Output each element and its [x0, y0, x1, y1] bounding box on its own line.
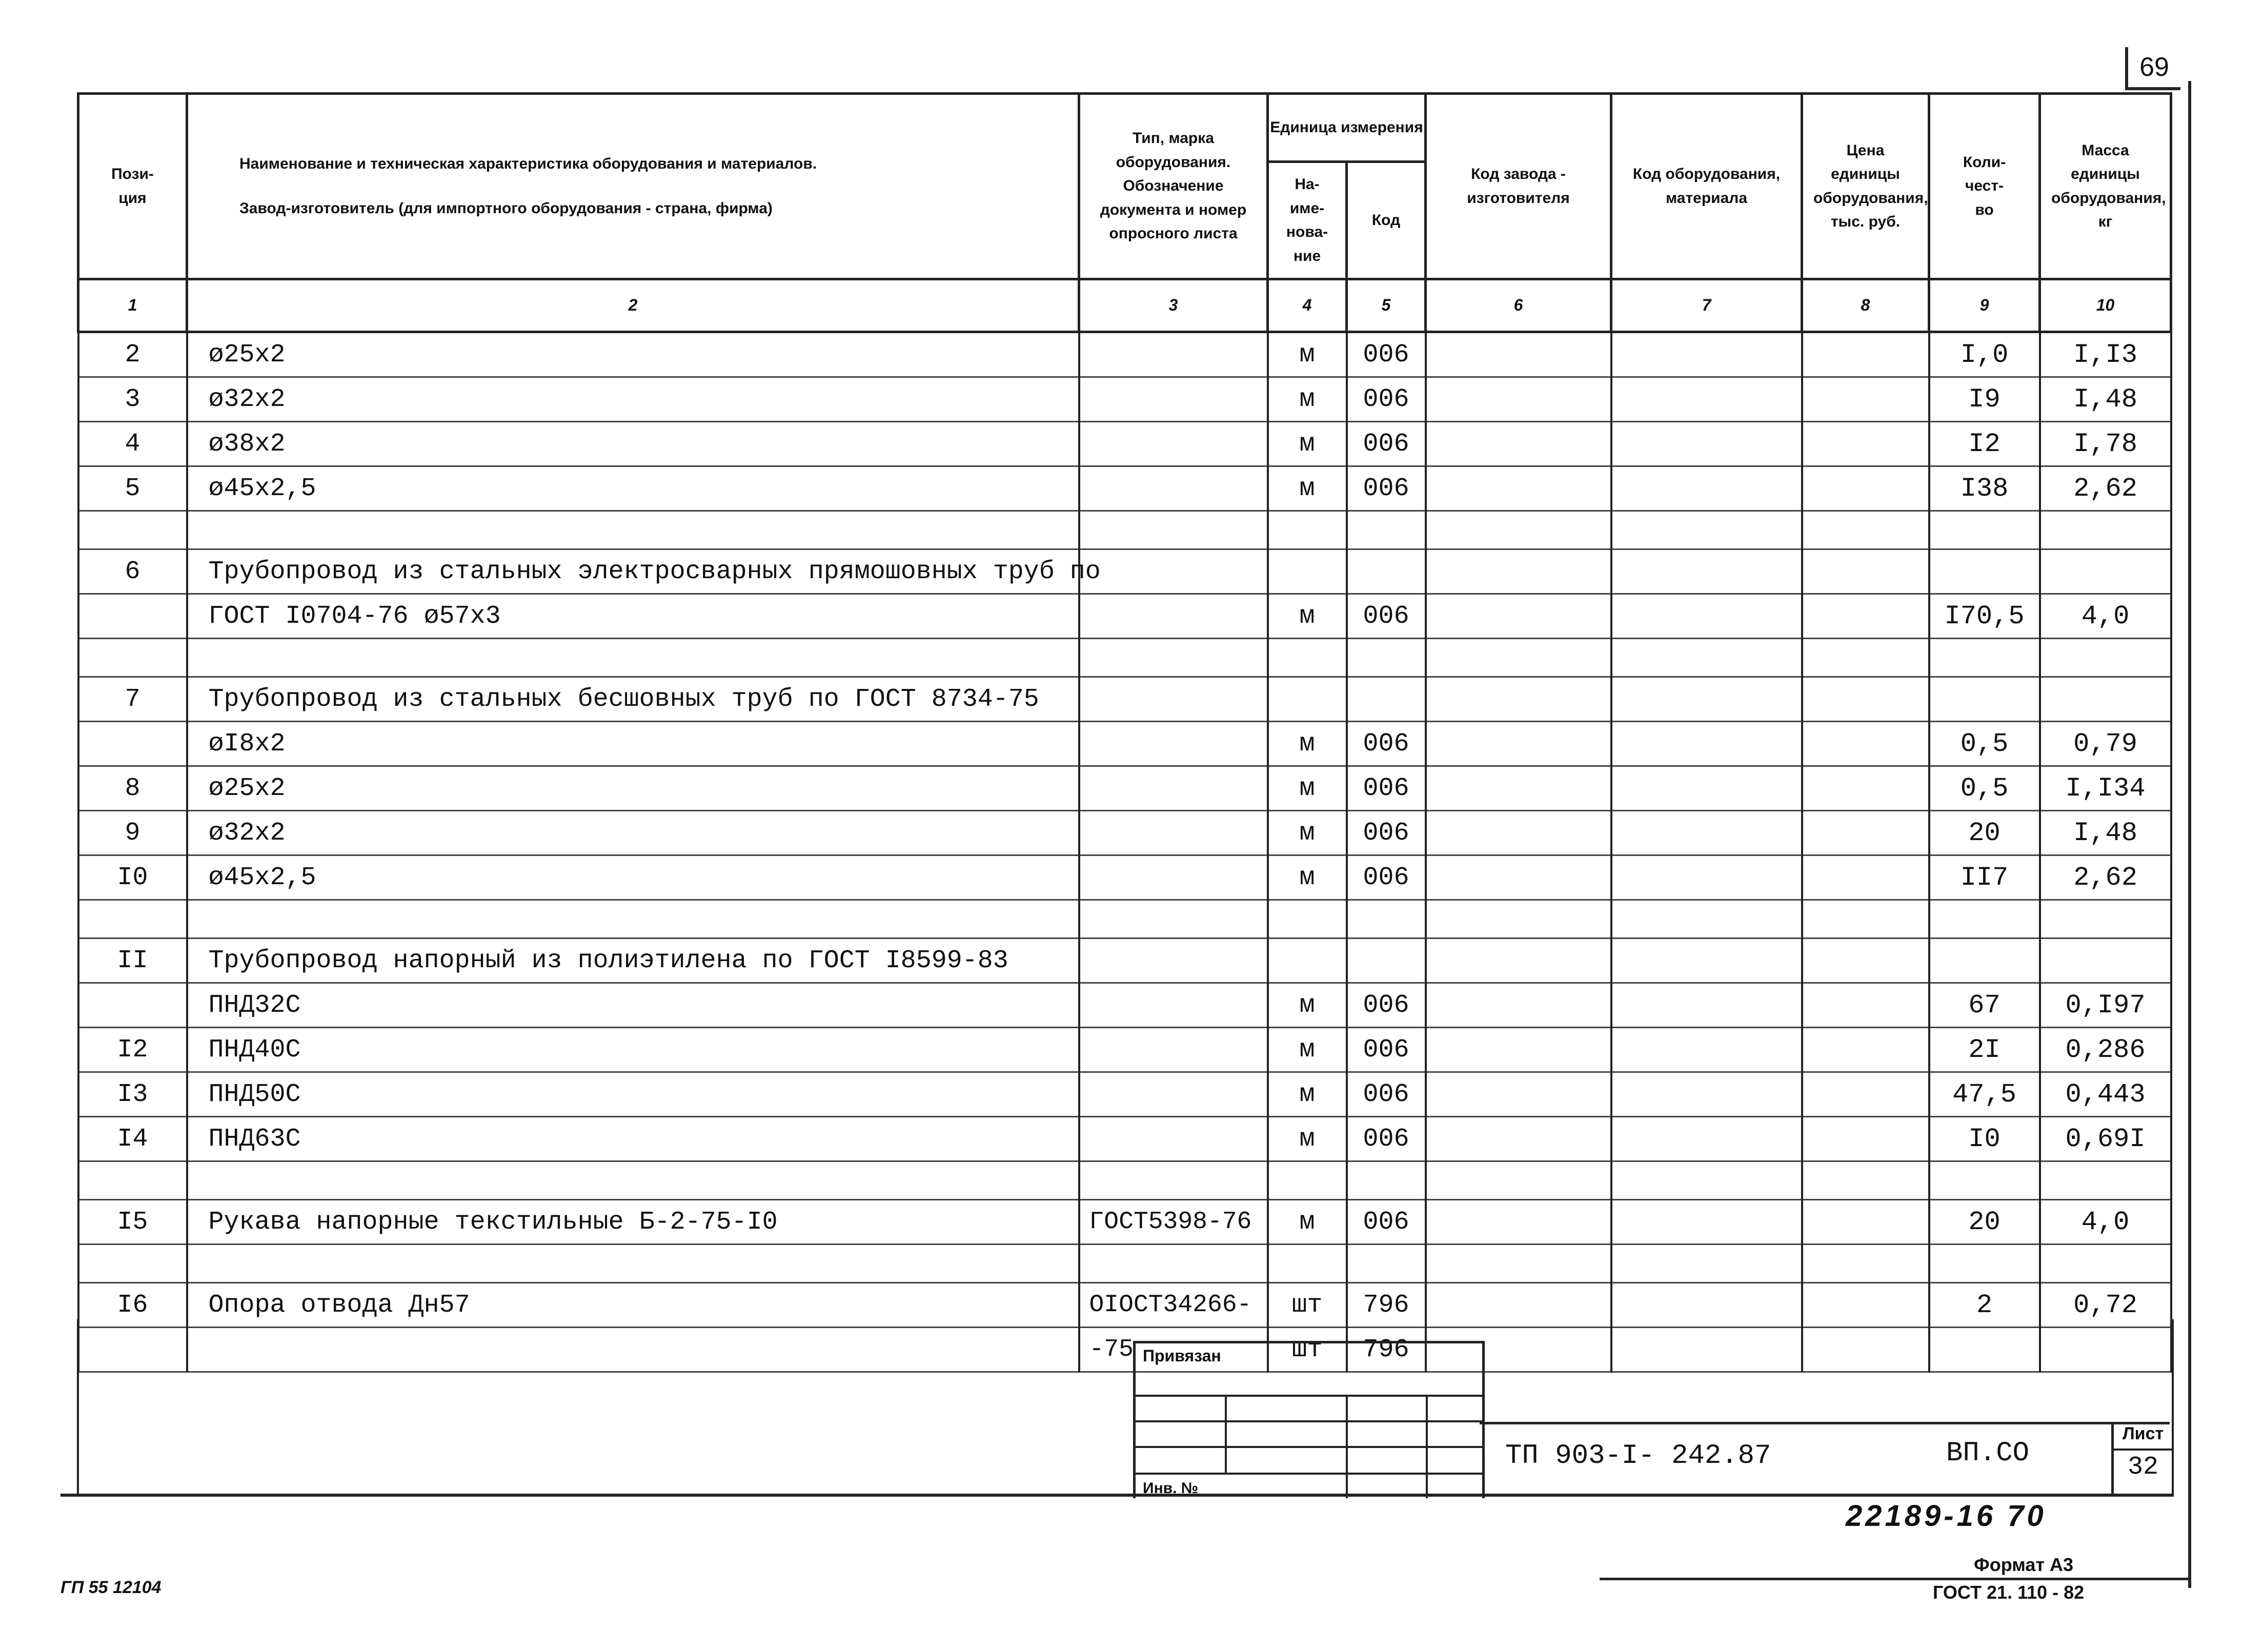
cell-unit — [1268, 939, 1347, 983]
cell-unit: м — [1268, 332, 1347, 377]
bottom-frame-line — [1600, 1578, 2191, 1580]
cell-empty — [1426, 466, 1611, 511]
cell-mass: 4,0 — [2040, 1200, 2171, 1245]
cell-doc: ОIОСТ34266- — [1079, 1283, 1268, 1328]
cell-empty — [1802, 766, 1929, 811]
cell-name: ГОСТ I0704-76 ø57x3 — [187, 594, 1079, 639]
header-type: Тип, марка оборудования. Обозначение документа и номер опросного листа — [1079, 94, 1268, 279]
cell-code: 006 — [1347, 855, 1426, 900]
cell-doc — [1079, 855, 1268, 900]
table-row — [78, 1245, 2171, 1283]
cell-empty — [1802, 639, 1929, 677]
header-equipment-code: Код оборудования, материала — [1611, 94, 1802, 279]
cell-unit: м — [1268, 811, 1347, 855]
cell-empty — [1802, 549, 1929, 594]
cell-pos: I3 — [78, 1072, 187, 1117]
cell-pos — [78, 722, 187, 766]
cell-pos: 3 — [78, 377, 187, 422]
cell-name: Трубопровод напорный из полиэтилена по ГОСТ I8599-83 — [187, 939, 1079, 983]
cell-qty: I38 — [1929, 466, 2040, 511]
cell-qty: 0,5 — [1929, 722, 2040, 766]
cell-name: ПНД50С — [187, 1072, 1079, 1117]
cell-unit: м — [1268, 1117, 1347, 1161]
cell-qty: 20 — [1929, 1200, 2040, 1245]
cell-mass: 0,79 — [2040, 722, 2171, 766]
cell-empty — [1611, 677, 1802, 722]
cell-empty — [1426, 377, 1611, 422]
title-block-top-line — [1480, 1422, 2170, 1424]
column-number-9: 9 — [1929, 279, 2040, 332]
cell-code: 006 — [1347, 983, 1426, 1028]
cell-code: 006 — [1347, 1117, 1426, 1161]
cell-empty — [1426, 722, 1611, 766]
table-row — [78, 1200, 2171, 1245]
header-quantity: Коли- чест- во — [1929, 94, 2040, 279]
cell-qty: 67 — [1929, 983, 2040, 1028]
cell-name: Трубопровод из стальных электросварных прямошовных труб по — [187, 549, 1079, 594]
cell-qty — [1929, 1161, 2040, 1200]
cell-empty — [1611, 1028, 1802, 1072]
cell-unit — [1268, 1161, 1347, 1200]
cell-mass: 0,69I — [2040, 1117, 2171, 1161]
cell-name: ø32x2 — [187, 377, 1079, 422]
cell-doc — [1079, 722, 1268, 766]
cell-unit: м — [1268, 766, 1347, 811]
cell-pos: 5 — [78, 466, 187, 511]
cell-qty — [1929, 549, 2040, 594]
cell-name — [187, 511, 1079, 549]
page-number: 69 — [2125, 47, 2180, 90]
header-mass: Масса единицы оборудования, кг — [2040, 94, 2171, 279]
cell-pos: 6 — [78, 549, 187, 594]
cell-pos — [78, 983, 187, 1028]
cell-doc — [1079, 900, 1268, 939]
table-row — [78, 811, 2171, 855]
cell-unit — [1268, 677, 1347, 722]
cell-empty — [1426, 1245, 1611, 1283]
column-number-4: 4 — [1268, 279, 1347, 332]
cell-empty — [1802, 377, 1929, 422]
cell-empty — [1611, 511, 1802, 549]
cell-doc — [1079, 332, 1268, 377]
cell-qty: 2 — [1929, 1283, 2040, 1328]
cell-pos: 9 — [78, 811, 187, 855]
cell-empty — [1802, 332, 1929, 377]
cell-empty — [1611, 594, 1802, 639]
cell-empty — [1426, 983, 1611, 1028]
attached-label: Привязан — [1143, 1347, 1221, 1365]
cell-doc — [1079, 1117, 1268, 1161]
cell-mass: 0,I97 — [2040, 983, 2171, 1028]
header-unit-code: Код — [1347, 162, 1426, 279]
cell-empty — [1611, 1072, 1802, 1117]
cell-unit — [1268, 1245, 1347, 1283]
cell-qty: I2 — [1929, 422, 2040, 466]
cell-qty — [1929, 511, 2040, 549]
column-number-1: 1 — [78, 279, 187, 332]
cell-empty — [1426, 939, 1611, 983]
cell-doc — [1079, 677, 1268, 722]
cell-qty — [1929, 639, 2040, 677]
cell-code — [1347, 900, 1426, 939]
right-frame-line — [2188, 81, 2191, 1588]
cell-doc — [1079, 1028, 1268, 1072]
cell-qty: I9 — [1929, 377, 2040, 422]
table-body — [78, 332, 2171, 1372]
cell-empty — [1426, 511, 1611, 549]
cell-empty — [1611, 1161, 1802, 1200]
tp-label: ГП 55 12104 — [60, 1578, 161, 1597]
cell-mass: 2,62 — [2040, 466, 2171, 511]
cell-doc — [1079, 639, 1268, 677]
cell-name: ПНД40С — [187, 1028, 1079, 1072]
cell-pos: 2 — [78, 332, 187, 377]
cell-qty: 2I — [1929, 1028, 2040, 1072]
cell-doc — [1079, 422, 1268, 466]
column-number-3: 3 — [1079, 279, 1268, 332]
cell-qty: 20 — [1929, 811, 2040, 855]
column-number-8: 8 — [1802, 279, 1929, 332]
cell-doc — [1079, 811, 1268, 855]
cell-doc — [1079, 1072, 1268, 1117]
table-row — [78, 466, 2171, 511]
cell-mass — [2040, 549, 2171, 594]
cell-mass: I,48 — [2040, 377, 2171, 422]
header-position: Пози- ция — [78, 94, 187, 279]
cell-unit: м — [1268, 377, 1347, 422]
cell-pos: 7 — [78, 677, 187, 722]
cell-doc — [1079, 939, 1268, 983]
cell-mass: 0,72 — [2040, 1283, 2171, 1328]
cell-empty — [1611, 900, 1802, 939]
cell-empty — [1802, 1161, 1929, 1200]
cell-name — [187, 1245, 1079, 1283]
cell-pos — [78, 1245, 187, 1283]
column-number-6: 6 — [1426, 279, 1611, 332]
cell-empty — [1802, 1245, 1929, 1283]
cell-doc — [1079, 983, 1268, 1028]
cell-empty — [1802, 594, 1929, 639]
cell-unit — [1268, 639, 1347, 677]
cell-mass — [2040, 639, 2171, 677]
cell-empty — [1611, 983, 1802, 1028]
cell-empty — [1611, 722, 1802, 766]
cell-unit: м — [1268, 722, 1347, 766]
cell-code: 796 — [1347, 1283, 1426, 1328]
cell-doc: ГОСТ5398-76 — [1079, 1200, 1268, 1245]
cell-unit: шт — [1268, 1328, 1347, 1372]
cell-qty: II7 — [1929, 855, 2040, 900]
cell-empty — [1426, 766, 1611, 811]
cell-mass — [2040, 939, 2171, 983]
document-code: ТП 903-I- 242.87 — [1505, 1440, 1771, 1472]
cell-empty — [1611, 1117, 1802, 1161]
cell-empty — [1802, 855, 1929, 900]
table-row — [78, 766, 2171, 811]
cell-unit: м — [1268, 466, 1347, 511]
cell-mass: 0,443 — [2040, 1072, 2171, 1117]
cell-name: Рукава напорные текстильные Б-2-75-I0 — [187, 1200, 1079, 1245]
table-row — [78, 1161, 2171, 1200]
header-name-line2: Завод-изготовитель (для импортного оборудования - страна, фирма) — [239, 199, 773, 217]
cell-code: 006 — [1347, 377, 1426, 422]
cell-empty — [1426, 1117, 1611, 1161]
cell-empty — [1426, 811, 1611, 855]
cell-code: 006 — [1347, 1072, 1426, 1117]
cell-pos — [78, 900, 187, 939]
cell-pos: II — [78, 939, 187, 983]
cell-doc — [1079, 466, 1268, 511]
table-row — [78, 639, 2171, 677]
table-row — [78, 677, 2171, 722]
cell-unit: шт — [1268, 1283, 1347, 1328]
cell-qty — [1929, 900, 2040, 939]
cell-empty — [1802, 983, 1929, 1028]
cell-pos: I2 — [78, 1028, 187, 1072]
bottom-border-line — [60, 1494, 2170, 1497]
cell-name: ПНД32С — [187, 983, 1079, 1028]
cell-code: 006 — [1347, 1028, 1426, 1072]
cell-empty — [1426, 900, 1611, 939]
cell-code — [1347, 1245, 1426, 1283]
cell-empty — [1611, 466, 1802, 511]
cell-empty — [1426, 1200, 1611, 1245]
cell-empty — [1611, 1245, 1802, 1283]
cell-code: 006 — [1347, 722, 1426, 766]
cell-empty — [1611, 811, 1802, 855]
cell-name: ø38x2 — [187, 422, 1079, 466]
cell-doc — [1079, 594, 1268, 639]
cell-unit — [1268, 900, 1347, 939]
cell-name: ø32x2 — [187, 811, 1079, 855]
cell-empty — [1802, 1117, 1929, 1161]
table-row — [78, 1072, 2171, 1117]
cell-name: ø45x2,5 — [187, 466, 1079, 511]
cell-empty — [1426, 1028, 1611, 1072]
column-number-row — [78, 279, 2171, 332]
cell-mass: I,I34 — [2040, 766, 2171, 811]
specification-table — [77, 92, 2172, 1373]
table-footer-area — [77, 1319, 2174, 1497]
cell-mass — [2040, 1161, 2171, 1200]
header-plant-code: Код завода - изготовителя — [1426, 94, 1611, 279]
cell-empty — [1426, 422, 1611, 466]
cell-name: ø45x2,5 — [187, 855, 1079, 900]
cell-empty — [1802, 722, 1929, 766]
header-name-line1: Наименование и техническая характеристика оборудования и материалов. — [239, 155, 817, 172]
table-row — [78, 422, 2171, 466]
table-row — [78, 377, 2171, 422]
cell-mass: 0,286 — [2040, 1028, 2171, 1072]
cell-code: 006 — [1347, 811, 1426, 855]
cell-code — [1347, 549, 1426, 594]
cell-empty — [1802, 511, 1929, 549]
cell-code: 006 — [1347, 766, 1426, 811]
column-number-10: 10 — [2040, 279, 2171, 332]
cell-empty — [1802, 900, 1929, 939]
document-section: ВП.СО — [1946, 1438, 2030, 1469]
cell-unit: м — [1268, 1200, 1347, 1245]
table-row — [78, 1117, 2171, 1161]
cell-code — [1347, 939, 1426, 983]
cell-name: ПНД63С — [187, 1117, 1079, 1161]
cell-name — [187, 1161, 1079, 1200]
table-row — [78, 332, 2171, 377]
cell-doc — [1079, 1161, 1268, 1200]
cell-code — [1347, 677, 1426, 722]
table-row — [78, 983, 2171, 1028]
cell-pos: 4 — [78, 422, 187, 466]
attachment-stamp — [1133, 1341, 1485, 1498]
cell-empty — [1802, 466, 1929, 511]
cell-qty — [1929, 1245, 2040, 1283]
cell-mass — [2040, 1245, 2171, 1283]
cell-empty — [1611, 377, 1802, 422]
cell-pos: I6 — [78, 1283, 187, 1328]
sheet-box — [2111, 1422, 2172, 1494]
cell-code: 006 — [1347, 466, 1426, 511]
header-unit-group: Единица измерения — [1268, 94, 1426, 162]
cell-pos: I0 — [78, 855, 187, 900]
table-row — [78, 1028, 2171, 1072]
cell-doc — [1079, 1245, 1268, 1283]
cell-empty — [1611, 639, 1802, 677]
cell-code: 006 — [1347, 594, 1426, 639]
cell-unit: м — [1268, 594, 1347, 639]
cell-unit: м — [1268, 983, 1347, 1028]
cell-empty — [1611, 1200, 1802, 1245]
cell-empty — [1802, 939, 1929, 983]
cell-mass: I,48 — [2040, 811, 2171, 855]
sheet-label: Лист — [2122, 1424, 2164, 1443]
cell-empty — [1426, 639, 1611, 677]
cell-name: ø25x2 — [187, 766, 1079, 811]
header-name — [187, 94, 1079, 279]
handwritten-number: 22189-16 70 — [1846, 1499, 2047, 1533]
cell-empty — [1802, 422, 1929, 466]
cell-unit: м — [1268, 855, 1347, 900]
header-price: Цена единицы оборудования, тыс. руб. — [1802, 94, 1929, 279]
cell-empty — [1426, 1072, 1611, 1117]
header-row-top — [78, 94, 2171, 162]
cell-empty — [1426, 594, 1611, 639]
column-number-2: 2 — [187, 279, 1079, 332]
cell-empty — [1802, 1028, 1929, 1072]
cell-code — [1347, 639, 1426, 677]
table-row — [78, 594, 2171, 639]
cell-unit: м — [1268, 422, 1347, 466]
cell-pos — [78, 1161, 187, 1200]
cell-qty — [1929, 677, 2040, 722]
cell-pos — [78, 511, 187, 549]
table-row — [78, 900, 2171, 939]
gost-label: ГОСТ 21. 110 - 82 — [1933, 1582, 2085, 1603]
cell-code — [1347, 511, 1426, 549]
cell-empty — [1611, 939, 1802, 983]
cell-unit: м — [1268, 1072, 1347, 1117]
cell-mass: 4,0 — [2040, 594, 2171, 639]
table-row — [78, 511, 2171, 549]
cell-code: 796 — [1347, 1328, 1426, 1372]
cell-qty: I70,5 — [1929, 594, 2040, 639]
cell-qty: I,0 — [1929, 332, 2040, 377]
cell-empty — [1802, 677, 1929, 722]
cell-pos — [78, 639, 187, 677]
cell-name: ø25x2 — [187, 332, 1079, 377]
cell-empty — [1426, 332, 1611, 377]
cell-code: 006 — [1347, 1200, 1426, 1245]
cell-unit — [1268, 549, 1347, 594]
cell-empty — [1611, 855, 1802, 900]
cell-name — [187, 639, 1079, 677]
cell-qty: 47,5 — [1929, 1072, 2040, 1117]
cell-doc — [1079, 377, 1268, 422]
table-row — [78, 855, 2171, 900]
cell-qty: 0,5 — [1929, 766, 2040, 811]
cell-name — [187, 900, 1079, 939]
cell-code — [1347, 1161, 1426, 1200]
column-number-7: 7 — [1611, 279, 1802, 332]
cell-unit — [1268, 511, 1347, 549]
cell-doc — [1079, 511, 1268, 549]
cell-doc — [1079, 549, 1268, 594]
sheet-number: 32 — [2127, 1453, 2158, 1482]
cell-pos: 8 — [78, 766, 187, 811]
cell-empty — [1611, 549, 1802, 594]
cell-empty — [1802, 1072, 1929, 1117]
cell-code: 006 — [1347, 422, 1426, 466]
cell-unit: м — [1268, 1028, 1347, 1072]
cell-empty — [1611, 422, 1802, 466]
cell-empty — [1611, 332, 1802, 377]
cell-name: Опора отвода Дн57 — [187, 1283, 1079, 1328]
cell-mass — [2040, 677, 2171, 722]
cell-empty — [1426, 855, 1611, 900]
cell-mass: I,78 — [2040, 422, 2171, 466]
table-row — [78, 722, 2171, 766]
cell-empty — [1802, 1200, 1929, 1245]
cell-pos: I5 — [78, 1200, 187, 1245]
cell-code: 006 — [1347, 332, 1426, 377]
cell-doc — [1079, 766, 1268, 811]
cell-name: øI8x2 — [187, 722, 1079, 766]
inventory-number-label: Инв. № — [1143, 1480, 1199, 1497]
table-row — [78, 939, 2171, 983]
cell-name: Трубопровод из стальных бесшовных труб по ГОСТ 8734-75 — [187, 677, 1079, 722]
header-unit-name: На- име- нова- ние — [1268, 162, 1347, 279]
cell-pos — [78, 594, 187, 639]
cell-empty — [1426, 549, 1611, 594]
cell-mass: 2,62 — [2040, 855, 2171, 900]
cell-empty — [1426, 677, 1611, 722]
table-row — [78, 549, 2171, 594]
cell-mass: I,I3 — [2040, 332, 2171, 377]
column-number-5: 5 — [1347, 279, 1426, 332]
cell-empty — [1802, 811, 1929, 855]
format-label: Формат А3 — [1974, 1554, 2074, 1575]
cell-empty — [1611, 766, 1802, 811]
cell-qty: I0 — [1929, 1117, 2040, 1161]
cell-mass — [2040, 511, 2171, 549]
cell-mass — [2040, 900, 2171, 939]
cell-qty — [1929, 939, 2040, 983]
cell-pos: I4 — [78, 1117, 187, 1161]
cell-doc: -75 — [1079, 1328, 1268, 1372]
cell-empty — [1426, 1161, 1611, 1200]
